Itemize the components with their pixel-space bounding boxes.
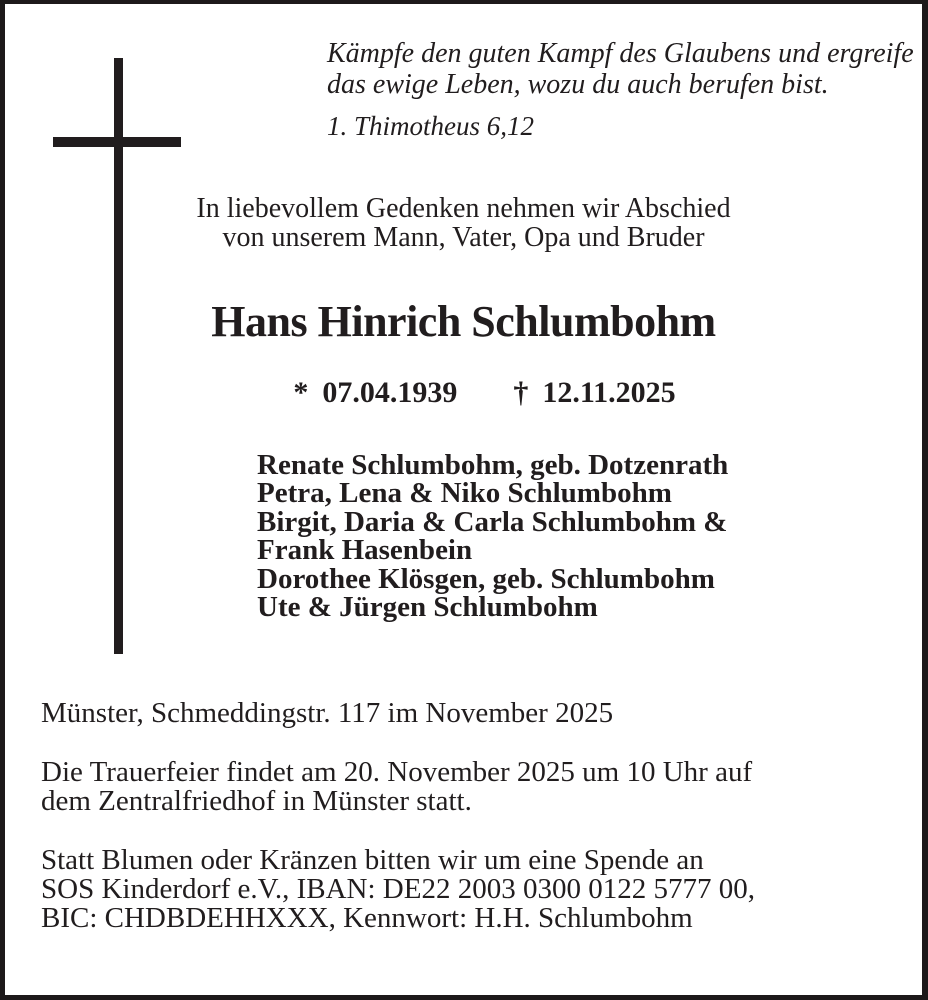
intro-line-2: von unserem Mann, Vater, Opa und Bruder (222, 222, 705, 253)
mourner-line: Renate Schlumbohm, geb. Dotzenrath (257, 449, 729, 481)
address-date-line: Münster, Schmeddingstr. 117 im November 2025 (41, 697, 614, 729)
funeral-line-2: dem Zentralfriedhof in Münster statt. (41, 785, 472, 817)
bible-quote-citation: 1. Thimotheus 6,12 (327, 111, 535, 141)
bible-quote-line-1: Kämpfe den guten Kampf des Glaubens und ergreife (327, 38, 914, 69)
cross-vertical-bar (114, 58, 123, 654)
birth-date-value: 07.04.1939 (322, 376, 458, 409)
funeral-details (41, 758, 752, 816)
birth-date (293, 376, 457, 410)
deceased-name: Hans Hinrich Schlumbohm (211, 297, 716, 346)
birth-star-icon: * (293, 376, 309, 409)
life-dates (26, 376, 928, 410)
death-date (513, 376, 675, 410)
death-cross-icon: † (513, 376, 529, 409)
bible-quote-line-2: das ewige Leben, wozu du auch berufen bist. (327, 69, 829, 100)
mourner-line: Frank Hasenbein (257, 534, 473, 567)
cross-horizontal-bar (53, 137, 181, 147)
mourner-line: Dorothee Klösgen, geb. Schlumbohm (257, 562, 715, 595)
mourners-list (257, 449, 729, 624)
donation-details (41, 846, 755, 933)
donation-line-2: SOS Kinderdorf e.V., IBAN: DE22 2003 0300 0122 5777 00, (41, 873, 755, 905)
death-date-value: 12.11.2025 (542, 376, 676, 409)
mourner-line: Petra, Lena & Niko Schlumbohm (257, 477, 672, 510)
mourner-line: Ute & Jürgen Schlumbohm (257, 591, 598, 624)
mourner-line: Birgit, Daria & Carla Schlumbohm & (257, 505, 728, 538)
donation-line-3: BIC: CHDBDEHHXXX, Kennwort: H.H. Schlumbohm (41, 902, 693, 934)
donation-line-1: Statt Blumen oder Kränzen bitten wir um eine Spende an (41, 844, 704, 876)
bible-quote (327, 38, 914, 142)
funeral-line-1: Die Trauerfeier findet am 20. November 2025 um 10 Uhr auf (41, 756, 753, 788)
intro-text (5, 194, 922, 252)
intro-line-1: In liebevollem Gedenken nehmen wir Abschied (196, 193, 731, 224)
